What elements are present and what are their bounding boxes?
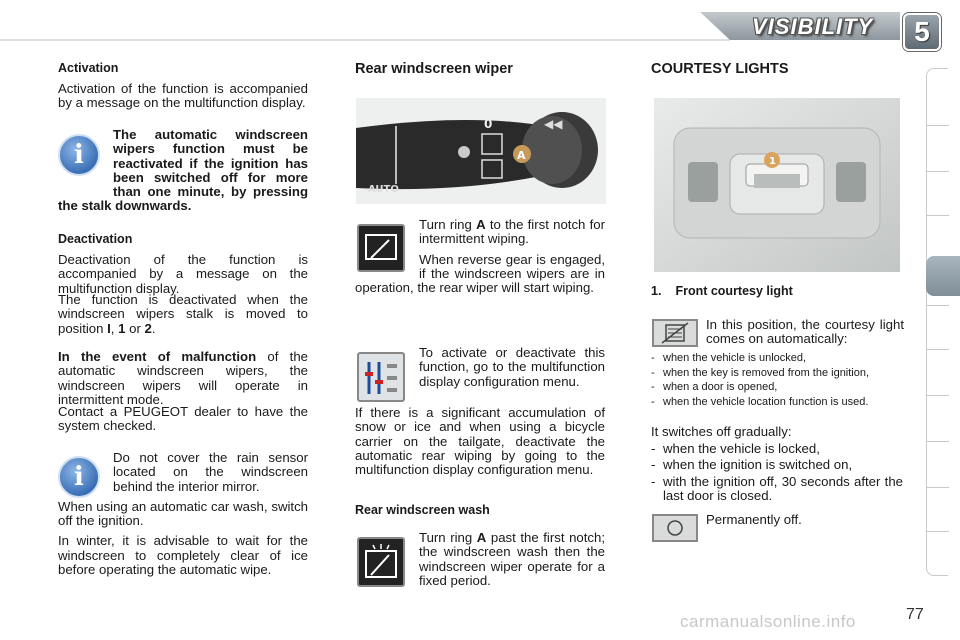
deactivation-text-2: The function is deactivated when the windscreen wipers stalk is moved to position I, 1 or 2. xyxy=(58,292,308,336)
info-icon: i xyxy=(58,134,100,176)
list-item: - when the vehicle is locked, xyxy=(651,441,820,456)
ring-a-label: A xyxy=(517,149,526,162)
list-item: - when the ignition is switched on, xyxy=(651,457,853,473)
auto-conditions-list xyxy=(651,352,903,409)
rear-wiper-text: Turn ring A to the first notch for intermittent wiping. When reverse gear is engaged, if the windscreen wipers are in operation, the rear wiper will start wiping. xyxy=(355,217,605,295)
switch-off-list xyxy=(651,442,903,503)
watermark: carmanualsonline.info xyxy=(680,612,856,631)
deactivation-heading: Deactivation xyxy=(58,232,133,246)
list-item: - when the vehicle location function is used. xyxy=(651,395,869,408)
activation-heading: Activation xyxy=(58,61,119,75)
snow-ice-text: If there is a significant accumulation of snow or ice and when using a bicycle carrier on the tailgate, deactivate the automatic rear wiping by going to the multifunction display configuration menu. xyxy=(355,405,605,477)
list-item: - with the ignition off, 30 seconds after the last door is closed. xyxy=(651,473,903,503)
config-menu-text: To activate or deactivate this function, go to the multifunction display configuration menu. xyxy=(419,345,605,389)
chapter-number: 5 xyxy=(903,13,941,51)
chapter-tab-active[interactable] xyxy=(926,256,960,296)
info-icon: i xyxy=(58,456,100,498)
courtesy-light-photo xyxy=(654,98,900,272)
list-item: - when a door is opened, xyxy=(651,381,778,394)
deactivation-text-1: Deactivation of the function is accompanied by a message on the multifunction display. xyxy=(58,252,308,296)
svg-text:◀◀: ◀◀ xyxy=(544,117,563,131)
list-item: - when the key is removed from the ignition, xyxy=(651,366,870,379)
note-rain-sensor: Do not cover the rain sensor located on the windscreen behind the interior mirror. When using an automatic car wash, switch off the ignition. In winter, it is advisable to wait for the windscreen to completely clear of ice before operating the automatic wipe. xyxy=(58,450,308,577)
photo-callout-1: 1 xyxy=(769,156,776,167)
malfunction-text: In the event of malfunction of the automatic windscreen wipers, the windscreen wipers will operate in intermittent mode. xyxy=(58,349,308,407)
front-courtesy-light-label: 1. Front courtesy light xyxy=(651,284,793,298)
svg-text:0: 0 xyxy=(484,117,493,131)
rear-wash-text: Turn ring A past the first notch; the windscreen wash then the windscreen wiper operate for a fixed period. xyxy=(419,530,605,588)
courtesy-lights-heading: COURTESY LIGHTS xyxy=(651,61,789,77)
contact-dealer-text: Contact a PEUGEOT dealer to have the system checked. xyxy=(58,404,308,434)
auto-label: AUTO xyxy=(368,184,399,195)
switch-off-intro: It switches off gradually: xyxy=(651,424,792,439)
list-item: - when the vehicle is unlocked, xyxy=(651,352,807,364)
door-position-icon xyxy=(652,319,698,347)
note-reactivation: The automatic windscreen wipers function must be reactivated if the ignition has been switched off for more than one minute, by pressing the stalk downwards. xyxy=(58,127,308,214)
rear-wiper-heading: Rear windscreen wiper xyxy=(355,61,513,77)
auto-position-text: In this position, the courtesy light comes on automatically: xyxy=(706,317,904,347)
rear-wash-heading: Rear windscreen wash xyxy=(355,503,490,517)
activation-text: Activation of the function is accompanied by a message on the multifunction display. xyxy=(58,81,308,111)
permanently-off-text: Permanently off. xyxy=(706,512,802,527)
wiper-stalk-photo xyxy=(356,98,606,204)
page-number: 77 xyxy=(906,606,924,623)
chapter-title: VISIBILITY xyxy=(752,14,874,39)
chapter-tabs xyxy=(926,68,948,576)
off-position-icon xyxy=(652,514,698,542)
